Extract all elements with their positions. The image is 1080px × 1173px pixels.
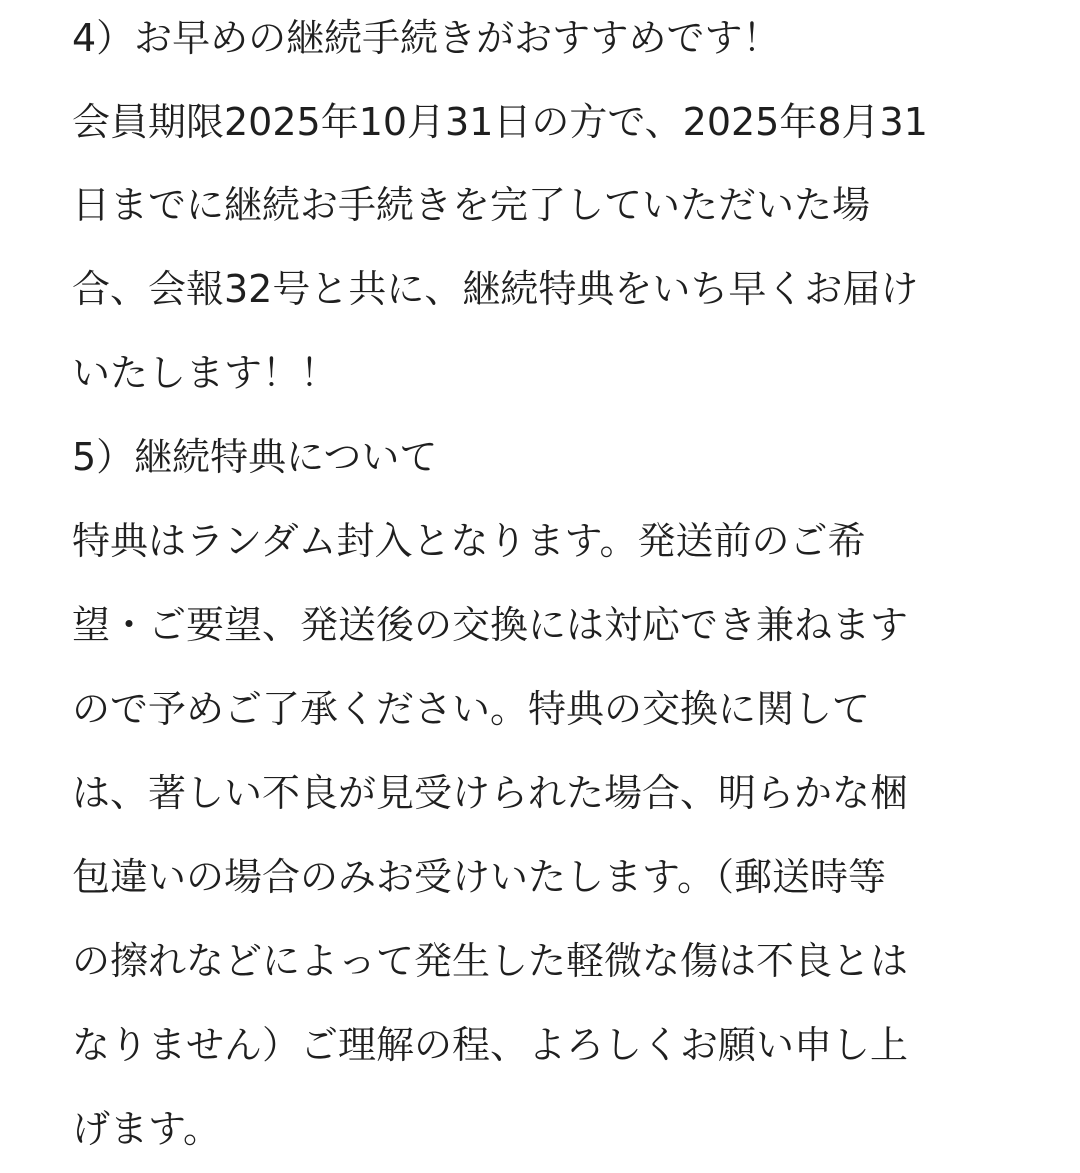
section-5-text-line: げます。 — [72, 1107, 221, 1151]
section-5-text-line: は、著しい不良が見受けられた場合、明らかな梱 — [72, 771, 909, 815]
section-4-text-line: 合、会報32号と共に、継続特典をいち早くお届け — [72, 267, 919, 311]
section-5-text-line: なりません）ご理解の程、よろしくお願い申し上 — [72, 1023, 909, 1067]
section-5-text-line: 包違いの場合のみお受けいたします。（郵送時等 — [72, 855, 886, 899]
section-4-text-line: 会員期限2025年10月31日の方で、2025年8月31 — [72, 100, 928, 144]
section-5-text-line: 望・ご要望、発送後の交換には対応でき兼ねます — [72, 603, 909, 647]
section-5-text-line: の擦れなどによって発生した軽微な傷は不良とは — [72, 939, 909, 983]
section-5-heading: 5）継続特典について — [72, 435, 438, 479]
section-4-text-line: 日までに継続お手続きを完了していただいた場 — [72, 183, 871, 227]
section-5-text-line: 特典はランダム封入となります。発送前のご希 — [72, 519, 866, 563]
section-5-text-line: ので予めご了承ください。特典の交換に関して — [72, 687, 871, 731]
section-4-text-line: いたします！！ — [72, 351, 339, 395]
section-4-heading: 4）お早めの継続手続きがおすすめです！ — [72, 16, 781, 60]
